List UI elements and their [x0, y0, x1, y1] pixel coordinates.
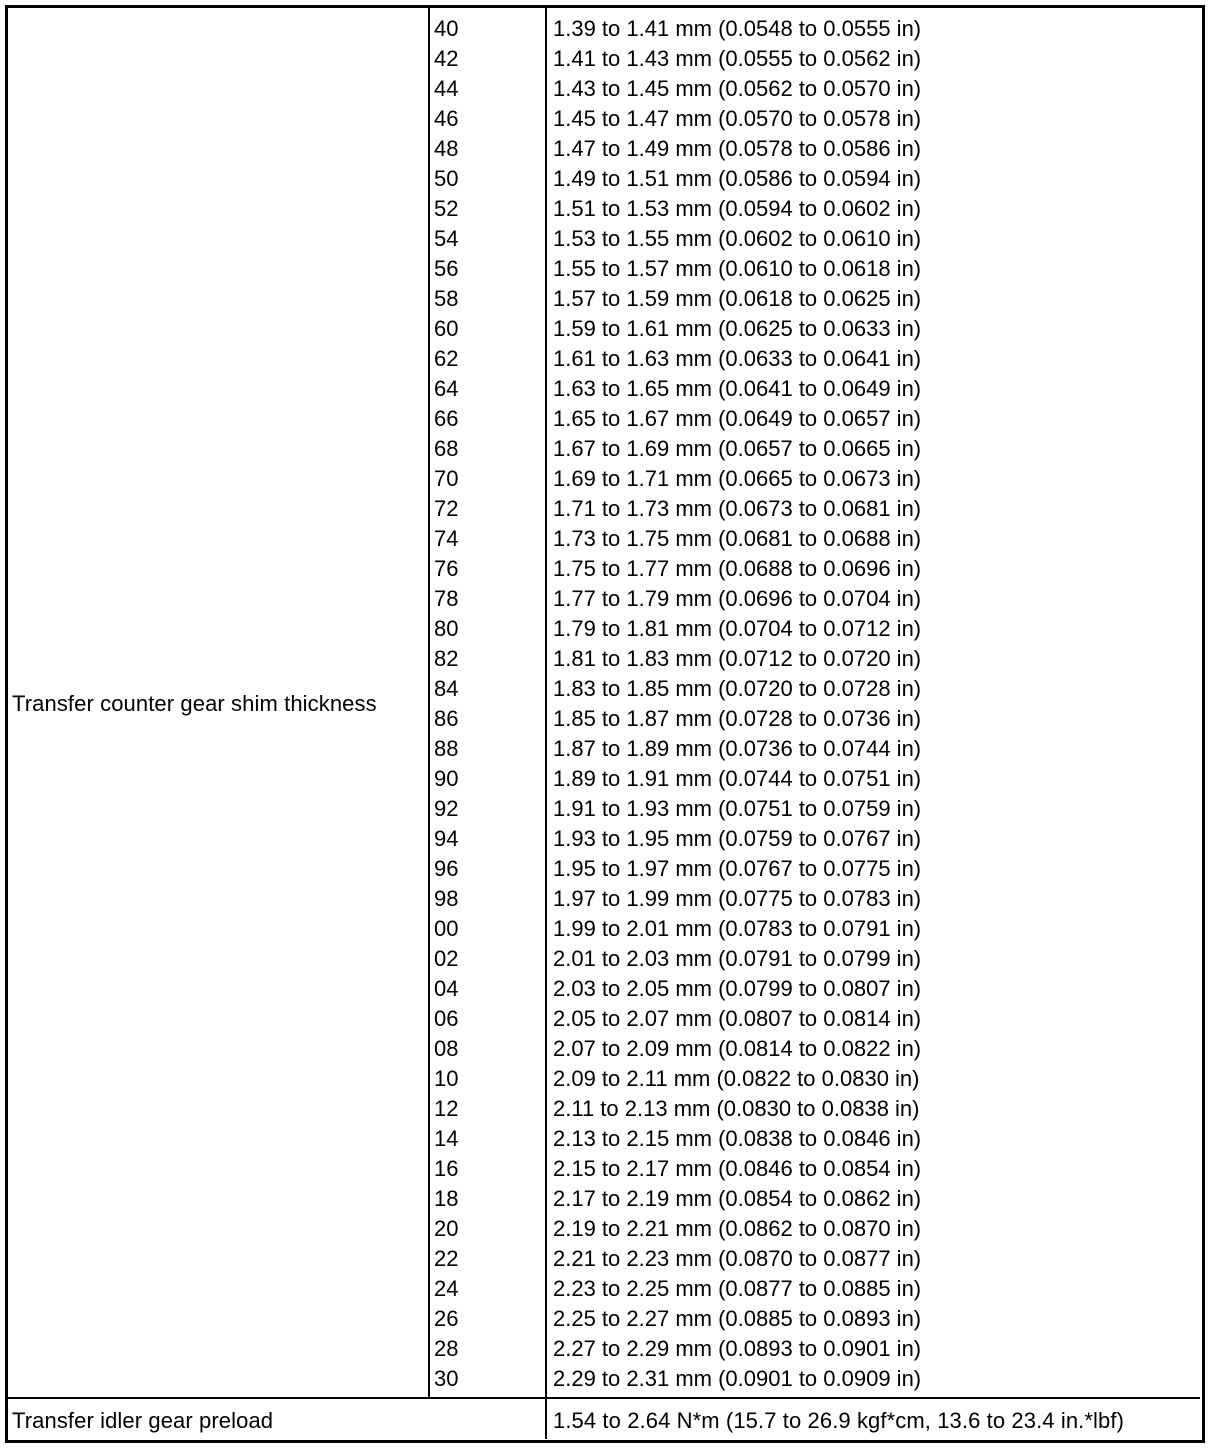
shim-mark-cell: 70	[434, 466, 459, 491]
shim-mark-cell: 18	[434, 1186, 459, 1211]
shim-mark-cell: 24	[434, 1276, 459, 1301]
shim-range-cell: 1.81 to 1.83 mm (0.0712 to 0.0720 in)	[553, 646, 922, 671]
shim-range-cell: 2.23 to 2.25 mm (0.0877 to 0.0885 in)	[553, 1276, 922, 1301]
shim-mark-cell: 84	[434, 676, 459, 701]
shim-range-cell: 2.29 to 2.31 mm (0.0901 to 0.0909 in)	[553, 1366, 922, 1391]
shim-mark-cell: 68	[434, 436, 459, 461]
shim-mark-cell: 30	[434, 1366, 459, 1391]
shim-mark-cell: 78	[434, 586, 459, 611]
shim-range-cell: 1.49 to 1.51 mm (0.0586 to 0.0594 in)	[553, 166, 922, 191]
shim-range-cell: 1.61 to 1.63 mm (0.0633 to 0.0641 in)	[553, 346, 922, 371]
shim-range-cell: 2.19 to 2.21 mm (0.0862 to 0.0870 in)	[553, 1216, 922, 1241]
shim-range-cell: 1.67 to 1.69 mm (0.0657 to 0.0665 in)	[553, 436, 922, 461]
shim-mark-cell: 94	[434, 826, 459, 851]
shim-mark-cell: 22	[434, 1246, 459, 1271]
shim-mark-cell: 46	[434, 106, 459, 131]
shim-range-cell: 1.75 to 1.77 mm (0.0688 to 0.0696 in)	[553, 556, 922, 581]
shim-mark-cell: 42	[434, 46, 459, 71]
shim-range-column	[553, 14, 921, 1394]
shim-range-cell: 1.85 to 1.87 mm (0.0728 to 0.0736 in)	[553, 706, 922, 731]
shim-range-cell: 1.47 to 1.49 mm (0.0578 to 0.0586 in)	[553, 136, 922, 161]
preload-label: Transfer idler gear preload	[12, 1408, 274, 1433]
column-divider-label	[428, 6, 430, 1398]
column-divider-value	[545, 6, 547, 1439]
shim-mark-cell: 96	[434, 856, 459, 881]
shim-range-cell: 2.15 to 2.17 mm (0.0846 to 0.0854 in)	[553, 1156, 922, 1181]
shim-mark-cell: 28	[434, 1336, 459, 1361]
shim-range-cell: 1.77 to 1.79 mm (0.0696 to 0.0704 in)	[553, 586, 922, 611]
shim-mark-cell: 60	[434, 316, 459, 341]
shim-mark-cell: 92	[434, 796, 459, 821]
shim-mark-cell: 56	[434, 256, 459, 281]
shim-mark-cell: 44	[434, 76, 459, 101]
shim-range-cell: 1.97 to 1.99 mm (0.0775 to 0.0783 in)	[553, 886, 922, 911]
shim-range-cell: 1.91 to 1.93 mm (0.0751 to 0.0759 in)	[553, 796, 922, 821]
shim-mark-cell: 90	[434, 766, 459, 791]
shim-range-cell: 2.21 to 2.23 mm (0.0870 to 0.0877 in)	[553, 1246, 922, 1271]
shim-range-cell: 1.57 to 1.59 mm (0.0618 to 0.0625 in)	[553, 286, 922, 311]
shim-mark-cell: 98	[434, 886, 459, 911]
shim-range-cell: 2.11 to 2.13 mm (0.0830 to 0.0838 in)	[553, 1096, 920, 1121]
shim-range-cell: 1.73 to 1.75 mm (0.0681 to 0.0688 in)	[553, 526, 922, 551]
shim-mark-cell: 02	[434, 946, 459, 971]
shim-range-cell: 1.59 to 1.61 mm (0.0625 to 0.0633 in)	[553, 316, 922, 341]
shim-mark-cell: 64	[434, 376, 459, 401]
shim-range-cell: 1.93 to 1.95 mm (0.0759 to 0.0767 in)	[553, 826, 922, 851]
shim-range-cell: 1.53 to 1.55 mm (0.0602 to 0.0610 in)	[553, 226, 922, 251]
shim-thickness-label: Transfer counter gear shim thickness	[12, 691, 377, 716]
shim-range-cell: 1.71 to 1.73 mm (0.0673 to 0.0681 in)	[553, 496, 922, 521]
shim-mark-cell: 86	[434, 706, 459, 731]
shim-range-cell: 1.89 to 1.91 mm (0.0744 to 0.0751 in)	[553, 766, 922, 791]
shim-range-cell: 2.25 to 2.27 mm (0.0885 to 0.0893 in)	[553, 1306, 922, 1331]
shim-range-cell: 2.13 to 2.15 mm (0.0838 to 0.0846 in)	[553, 1126, 922, 1151]
shim-mark-cell: 52	[434, 196, 459, 221]
shim-range-cell: 1.79 to 1.81 mm (0.0704 to 0.0712 in)	[553, 616, 922, 641]
shim-range-cell: 1.65 to 1.67 mm (0.0649 to 0.0657 in)	[553, 406, 922, 431]
shim-range-cell: 1.51 to 1.53 mm (0.0594 to 0.0602 in)	[553, 196, 922, 221]
shim-range-cell: 1.63 to 1.65 mm (0.0641 to 0.0649 in)	[553, 376, 922, 401]
shim-range-cell: 1.83 to 1.85 mm (0.0720 to 0.0728 in)	[553, 676, 922, 701]
shim-range-cell: 1.95 to 1.97 mm (0.0767 to 0.0775 in)	[553, 856, 922, 881]
shim-mark-cell: 06	[434, 1006, 459, 1031]
row-divider-preload	[6, 1397, 1200, 1399]
shim-range-cell: 2.27 to 2.29 mm (0.0893 to 0.0901 in)	[553, 1336, 922, 1361]
shim-mark-cell: 20	[434, 1216, 459, 1241]
shim-mark-cell: 82	[434, 646, 459, 671]
shim-range-cell: 1.39 to 1.41 mm (0.0548 to 0.0555 in)	[553, 16, 922, 41]
shim-mark-cell: 76	[434, 556, 459, 581]
shim-range-cell: 1.45 to 1.47 mm (0.0570 to 0.0578 in)	[553, 106, 922, 131]
shim-mark-cell: 88	[434, 736, 459, 761]
shim-mark-cell: 62	[434, 346, 459, 371]
shim-range-cell: 1.69 to 1.71 mm (0.0665 to 0.0673 in)	[553, 466, 922, 491]
shim-mark-cell: 74	[434, 526, 459, 551]
shim-mark-cell: 04	[434, 976, 459, 1001]
shim-mark-cell: 58	[434, 286, 459, 311]
shim-range-cell: 2.03 to 2.05 mm (0.0799 to 0.0807 in)	[553, 976, 922, 1001]
shim-mark-cell: 16	[434, 1156, 459, 1181]
shim-range-cell: 2.05 to 2.07 mm (0.0807 to 0.0814 in)	[553, 1006, 922, 1031]
shim-mark-cell: 08	[434, 1036, 459, 1061]
shim-mark-cell: 48	[434, 136, 459, 161]
shim-mark-cell: 12	[434, 1096, 459, 1121]
shim-range-cell: 2.07 to 2.09 mm (0.0814 to 0.0822 in)	[553, 1036, 922, 1061]
shim-mark-cell: 80	[434, 616, 459, 641]
shim-range-cell: 2.01 to 2.03 mm (0.0791 to 0.0799 in)	[553, 946, 922, 971]
shim-range-cell: 1.55 to 1.57 mm (0.0610 to 0.0618 in)	[553, 256, 922, 281]
shim-range-cell: 1.87 to 1.89 mm (0.0736 to 0.0744 in)	[553, 736, 922, 761]
shim-mark-cell: 14	[434, 1126, 459, 1151]
shim-mark-cell: 26	[434, 1306, 459, 1331]
shim-mark-cell: 50	[434, 166, 459, 191]
shim-range-cell: 2.09 to 2.11 mm (0.0822 to 0.0830 in)	[553, 1066, 920, 1091]
shim-range-cell: 1.41 to 1.43 mm (0.0555 to 0.0562 in)	[553, 46, 922, 71]
shim-mark-cell: 54	[434, 226, 459, 251]
shim-mark-cell: 66	[434, 406, 459, 431]
shim-range-cell: 2.17 to 2.19 mm (0.0854 to 0.0862 in)	[553, 1186, 922, 1211]
shim-range-cell: 1.99 to 2.01 mm (0.0783 to 0.0791 in)	[553, 916, 922, 941]
shim-mark-cell: 72	[434, 496, 459, 521]
shim-mark-cell: 10	[434, 1066, 459, 1091]
shim-mark-cell: 40	[434, 16, 459, 41]
shim-range-cell: 1.43 to 1.45 mm (0.0562 to 0.0570 in)	[553, 76, 922, 101]
preload-value: 1.54 to 2.64 N*m (15.7 to 26.9 kgf*cm, 13.6 to 23.4 in.*lbf)	[553, 1408, 1124, 1433]
shim-mark-column	[434, 14, 458, 1394]
shim-mark-cell: 00	[434, 916, 459, 941]
